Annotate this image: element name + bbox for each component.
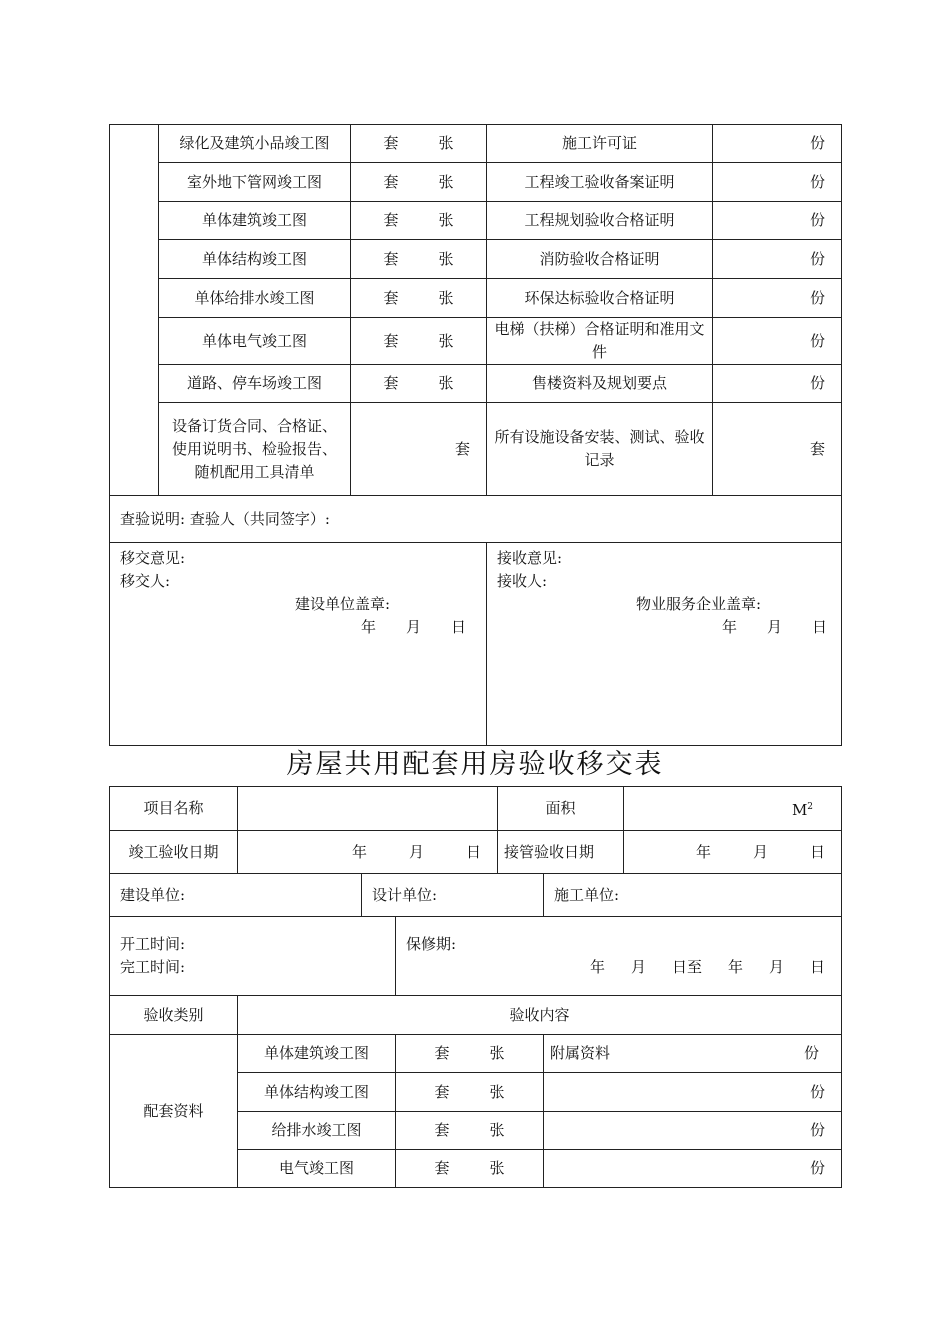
warranty-period: 年 月 日至 年 月 日 — [589, 958, 826, 976]
content-header: 验收内容 — [238, 996, 842, 1035]
drawing-item: 室外地下管网竣工图 — [159, 163, 351, 202]
builder-seal-label: 建设单位盖章: — [294, 595, 390, 613]
handover-table-continued — [109, 124, 842, 746]
receive-block — [487, 543, 842, 746]
warranty-label: 保修期: — [406, 935, 457, 953]
document-unit: 份 — [713, 365, 842, 403]
table-row — [110, 163, 842, 202]
page-title: 房屋共用配套用房验收移交表 — [286, 749, 664, 780]
document-item: 售楼资料及规划要点 — [487, 365, 713, 403]
project-name-label: 项目名称 — [110, 787, 238, 831]
document-unit: 份 — [713, 163, 842, 202]
unit-cell: 套 张 — [351, 240, 487, 279]
document-item: 电梯（扶梯）合格证明和准用文件 — [487, 318, 713, 365]
table-row — [110, 787, 842, 831]
drawing-item: 单体电气竣工图 — [159, 318, 351, 365]
finish-time-label: 完工时间: — [120, 958, 186, 976]
warranty-block — [396, 917, 842, 996]
table-row — [110, 202, 842, 240]
start-time-label: 开工时间: — [120, 935, 186, 953]
document-unit: 份 — [544, 1073, 842, 1112]
drawing-item: 单体建筑竣工图 — [159, 202, 351, 240]
area-value[interactable]: $M^2$ — [624, 787, 842, 831]
document-unit: 份 — [713, 240, 842, 279]
unit-cell: 套 张 — [351, 202, 487, 240]
drawing-item: 电气竣工图 — [238, 1150, 396, 1188]
document-unit: 套 — [713, 403, 842, 496]
document-cell: 附属资料 份 — [544, 1035, 842, 1073]
inspection-note: 查验说明: 查验人（共同签字）: — [110, 496, 842, 543]
drawing-item: 单体结构竣工图 — [159, 240, 351, 279]
document-unit: 份 — [713, 318, 842, 365]
area-label: 面积 — [498, 787, 624, 831]
signature-row — [110, 543, 842, 746]
drawing-item: 给排水竣工图 — [238, 1112, 396, 1150]
completion-date-value[interactable]: 年 月 日 — [238, 831, 498, 874]
drawing-item: 绿化及建筑小品竣工图 — [159, 125, 351, 163]
document-item: 消防验收合格证明 — [487, 240, 713, 279]
builder-label: 建设单位: — [110, 874, 362, 917]
unit-cell: 套 张 — [396, 1035, 544, 1073]
category-cell-empty — [110, 125, 159, 496]
drawing-item: 道路、停车场竣工图 — [159, 365, 351, 403]
table-row — [110, 917, 842, 996]
category-header: 验收类别 — [110, 996, 238, 1035]
document-unit: 份 — [713, 279, 842, 318]
table-row — [110, 831, 842, 874]
document-unit: 份 — [713, 125, 842, 163]
document-item: 工程竣工验收备案证明 — [487, 163, 713, 202]
document-item: 所有设施设备安装、测试、验收记录 — [487, 403, 713, 496]
document-item: 施工许可证 — [487, 125, 713, 163]
unit-cell: 套 张 — [396, 1112, 544, 1150]
handover-block — [110, 543, 487, 746]
unit-cell: 套 张 — [351, 163, 487, 202]
category-cell: 配套资料 — [110, 1035, 238, 1188]
property-seal-label: 物业服务企业盖章: — [635, 595, 761, 613]
drawing-item: 设备订货合同、合格证、使用说明书、检验报告、随机配用工具清单 — [159, 403, 351, 496]
document-unit: 份 — [713, 202, 842, 240]
table-row — [110, 240, 842, 279]
completion-date-label: 竣工验收日期 — [110, 831, 238, 874]
receive-date: 年 月 日 — [721, 618, 827, 636]
table-row — [110, 874, 842, 917]
takeover-date-value[interactable]: 年 月 日 — [624, 831, 842, 874]
takeover-date-label: 接管验收日期 — [498, 831, 624, 874]
work-time-block — [110, 917, 396, 996]
inspection-row — [110, 496, 842, 543]
document-unit: 份 — [544, 1150, 842, 1188]
document-unit: 份 — [544, 1112, 842, 1150]
drawing-item: 单体建筑竣工图 — [238, 1035, 396, 1073]
project-name-value[interactable] — [238, 787, 498, 831]
document-item: 工程规划验收合格证明 — [487, 202, 713, 240]
table-row — [110, 125, 842, 163]
unit-cell: 套 张 — [396, 1150, 544, 1188]
table-header-row — [110, 996, 842, 1035]
receive-person-label: 接收人: — [497, 572, 548, 590]
unit-cell: 套 张 — [351, 279, 487, 318]
table-row — [110, 318, 842, 365]
drawing-item: 单体结构竣工图 — [238, 1073, 396, 1112]
table-row — [110, 1035, 842, 1073]
receive-opinion-label: 接收意见: — [497, 549, 563, 567]
handover-date: 年 月 日 — [360, 618, 466, 636]
table-row — [110, 403, 842, 496]
document-item: 环保达标验收合格证明 — [487, 279, 713, 318]
designer-label: 设计单位: — [362, 874, 544, 917]
unit-cell: 套 — [351, 403, 487, 496]
handover-opinion-label: 移交意见: — [120, 549, 186, 567]
unit-cell: 套 张 — [396, 1073, 544, 1112]
unit-cell: 套 张 — [351, 318, 487, 365]
table-row — [110, 279, 842, 318]
supporting-rooms-table — [109, 786, 842, 1188]
unit-cell: 套 张 — [351, 125, 487, 163]
constructor-label: 施工单位: — [544, 874, 842, 917]
table-row — [110, 365, 842, 403]
unit-cell: 套 张 — [351, 365, 487, 403]
drawing-item: 单体给排水竣工图 — [159, 279, 351, 318]
handover-person-label: 移交人: — [120, 572, 171, 590]
